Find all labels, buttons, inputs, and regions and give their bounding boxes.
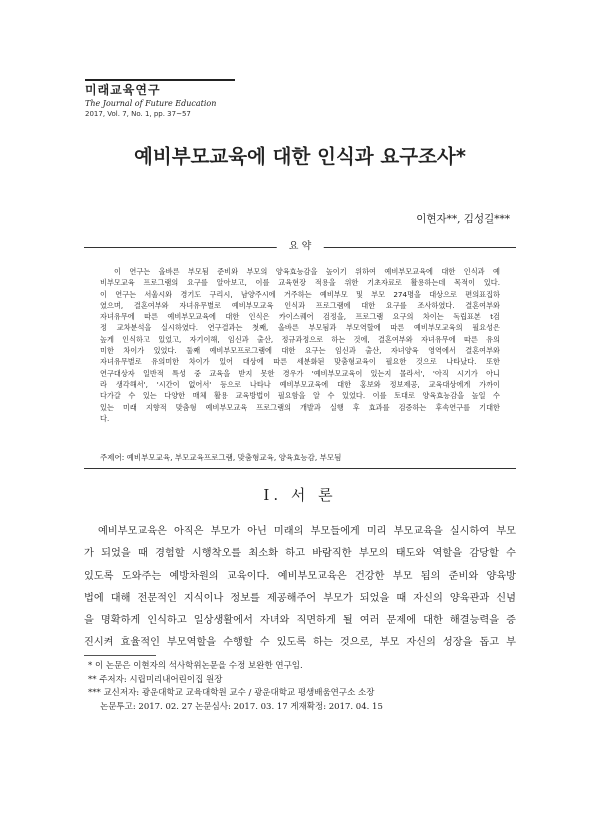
footnote-rule xyxy=(84,655,156,656)
body-line: 을 명확하게 인식하고 일상생활에서 자녀와 직면하게 될 여러 문제에 대한 해결능력을 증 xyxy=(84,615,516,627)
journal-volume: 2017, Vol. 7, No. 1, pp. 37~57 xyxy=(85,110,191,118)
abstract-line: 자녀유무별로 유의미한 차이가 있어 대상에 따른 세분화된 맞춤형교육이 필요한 것으로 나타났다. 또한 xyxy=(100,357,500,367)
keywords-rule xyxy=(84,468,516,469)
abstract-heading xyxy=(84,240,516,254)
abstract-line: 라 생각해서', '시간이 없어서' 등으로 나타나 예비부모교육에 대한 홍보와 정보제공, 교육대상에게 가까이 xyxy=(100,379,500,389)
footnote-dates: 논문투고: 2017. 02. 27 논문심사: 2017. 03. 17 게재확정: 2017. 04. 15 xyxy=(100,701,383,712)
abstract-line: 비부모교육 프로그램의 요구를 알아보고, 이를 교육현장 적용을 위한 기초자료로 활용하는데 목적이 있다. xyxy=(100,278,500,288)
abstract-line: 였으며, 결혼여부와 자녀유무별로 예비부모교육 인식과 프로그램에 대한 요구를 조사하였다. 결혼여부와 xyxy=(100,300,500,310)
paper-title: 예비부모교육에 대한 인식과 요구조사* xyxy=(134,145,466,168)
section-heading: Ⅰ. 서 론 xyxy=(263,486,337,504)
abstract-line: 연구대상자 일반적 특성 중 교육을 받지 못한 경우가 '예비부모교육이 있는지 몰라서', '아직 시기가 아니 xyxy=(100,368,500,378)
abstract-line: 다가갈 수 있는 다양한 매체 활용 교육방법이 필요함을 알 수 있었다. 이를 토대로 양육효능감을 높일 수 xyxy=(100,391,500,401)
journal-english-name: The Journal of Future Education xyxy=(85,99,217,108)
footnote-thesis: * 이 논문은 이현자의 석사학위논문을 수정 보완한 연구임. xyxy=(88,661,303,671)
abstract-label: 요 약 xyxy=(277,240,324,254)
abstract-line: 다. xyxy=(100,413,110,423)
body-line: 있도록 도와주는 예방차원의 교육이다. 예비부모교육은 건강한 부모 됨의 준비와 양육방 xyxy=(84,570,516,582)
body-line: 예비부모교육은 아직은 부모가 아닌 미래의 부모들에게 미리 부모교육을 실시하여 부모 xyxy=(98,526,516,537)
abstract-line: 자녀유무에 따른 예비부모교육에 대한 인식은 카이스퀘어 검정을, 프로그램 요구의 차이는 독립표본 t검 xyxy=(100,312,500,322)
abstract-line: 미한 차이가 있었다. 둘째 예비부모프로그램에 대한 요구는 임신과 출산, 자녀양육 영역에서 결혼여부와 xyxy=(100,346,500,356)
abstract-line: 있는 미래 지향적 맞춤형 예비부모교육 프로그램의 개발과 실행 후 효과를 검증하는 후속연구를 기대한 xyxy=(100,402,500,412)
body-line: 진시켜 효율적인 부모역할을 수행할 수 있도록 하는 것으로, 부모 자신의 성장을 돕고 부 xyxy=(84,637,516,649)
abstract-line: 높게 인식하고 있었고, 자기이해, 임신과 출산, 정규과정으로 하는 것에, 결혼여부와 자녀유무에 따른 유의 xyxy=(100,334,500,344)
footnote-first-author: ** 주저자: 시립미리내어린이집 원장 xyxy=(88,674,223,685)
abstract-body xyxy=(100,266,500,424)
body-text xyxy=(84,521,516,655)
footnotes xyxy=(88,660,518,714)
authors: 이현자**, 김성길*** xyxy=(416,213,510,225)
abstract-line: 이 연구는 올바른 부모됨 준비와 부모의 양육효능감을 높이기 위하여 예비부모교육에 대한 인식과 예 xyxy=(114,267,500,276)
footnote-corresponding-author: *** 교신저자: 광운대학교 교육대학원 교수 / 광운대학교 평생배움연구소 소장 xyxy=(88,688,375,698)
keywords: 주제어: 예비부모교육, 부모교육프로그램, 맞춤형교육, 양육효능감, 부모됨 xyxy=(100,453,342,462)
body-line: 가 되었을 때 경험할 시행착오를 최소화 하고 바람직한 부모의 태도와 역할을 감당할 수 xyxy=(84,548,516,560)
journal-header xyxy=(85,79,235,127)
journal-name: 미래교육연구 xyxy=(85,83,161,97)
abstract-line: 정 교차분석을 실시하였다. 연구결과는 첫째, 올바른 부모됨과 부모역할에 따른 예비부모교육의 필요성은 xyxy=(100,323,500,333)
abstract-line: 이 연구는 서울시와 경기도 구리시, 남양주시에 거주하는 예비부모 및 부모 274명을 대상으로 편의표집하 xyxy=(100,289,500,299)
body-line: 법에 대해 전문적인 지식이나 정보를 제공해주어 부모가 되었을 때 자신의 양육관과 신념 xyxy=(84,592,516,604)
